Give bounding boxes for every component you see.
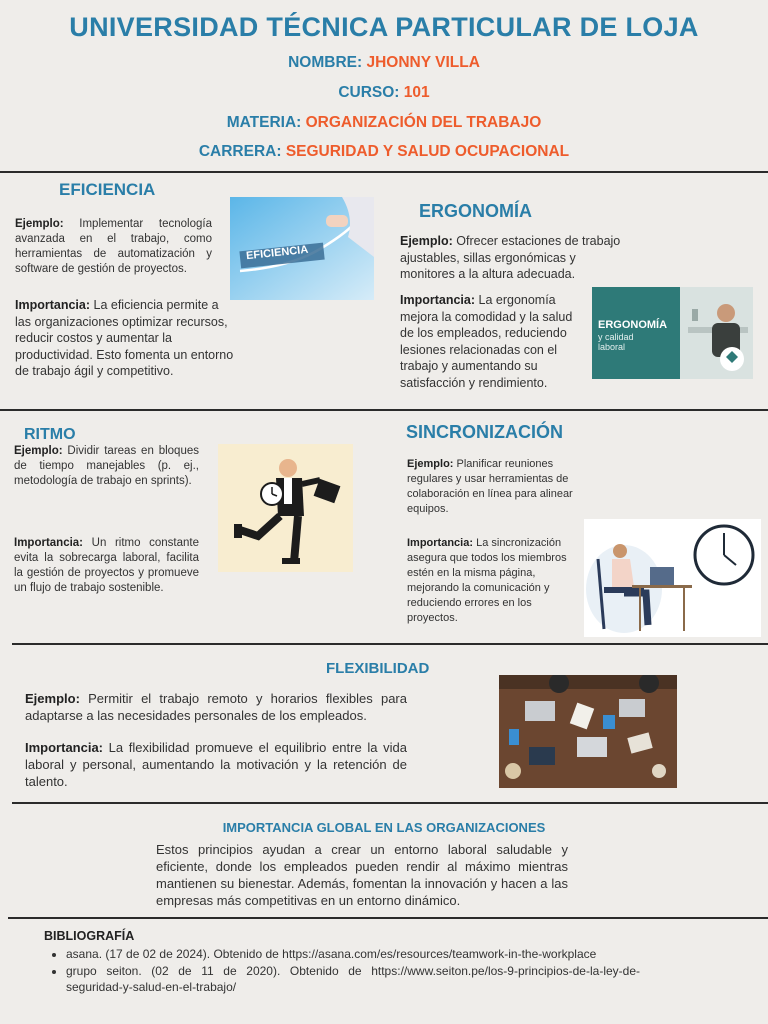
sincronizacion-example-text: Planificar reuniones regulares y usar herramientas de colaboración en línea para alinear equipos. bbox=[407, 458, 573, 515]
subject-value: ORGANIZACIÓN DEL TRABAJO bbox=[305, 114, 542, 131]
sincronizacion-importance bbox=[407, 536, 573, 626]
section-title-ergonomia: ERGONOMÍA bbox=[419, 201, 533, 221]
eficiencia-image-label: EFICIENCIA bbox=[245, 243, 309, 263]
importance-label: Importancia: bbox=[407, 537, 474, 549]
eficiencia-importance bbox=[15, 297, 237, 380]
bibliography bbox=[44, 928, 640, 996]
name-label: NOMBRE: bbox=[288, 54, 363, 71]
section-title-eficiencia: EFICIENCIA bbox=[59, 180, 156, 199]
divider bbox=[0, 171, 768, 173]
bibliography-title: BIBLIOGRAFÍA bbox=[44, 929, 135, 943]
flexibilidad-image bbox=[499, 675, 677, 788]
ritmo-importance-text: Un ritmo constante evita la sobrecarga laboral, facilita la gestión de proyectos y promueve un flujo de trabajo sostenible. bbox=[14, 537, 199, 594]
section-title-flexibilidad: FLEXIBILIDAD bbox=[326, 660, 430, 677]
course-value: 101 bbox=[403, 84, 430, 101]
eficiencia-example bbox=[15, 217, 212, 277]
ergonomia-image-title: ERGONOMÍA bbox=[598, 319, 668, 331]
career-row bbox=[0, 143, 768, 161]
ritmo-image bbox=[218, 444, 353, 572]
section-title-ritmo: RITMO bbox=[24, 426, 76, 443]
bibliography-item: • asana. (17 de 02 de 2024). Obtenido de https://asana.com/es/resources/teamwork-in-the-workplace bbox=[66, 946, 640, 962]
flexibilidad-example-text: Permitir el trabajo remoto y horarios flexibles para adaptarse a las necesidades personales de los empleados. bbox=[25, 691, 407, 723]
ergonomia-importance bbox=[400, 292, 588, 391]
eficiencia-image bbox=[230, 197, 374, 300]
section-title-global: IMPORTANCIA GLOBAL EN LAS ORGANIZACIONES bbox=[222, 820, 546, 835]
flexibilidad-importance bbox=[25, 739, 407, 790]
importance-label: Importancia: bbox=[25, 740, 104, 755]
divider bbox=[12, 643, 768, 645]
importance-label: Importancia: bbox=[14, 537, 84, 549]
ritmo-importance bbox=[14, 536, 199, 596]
course-row bbox=[0, 84, 768, 102]
importance-label: Importancia: bbox=[15, 298, 91, 312]
ergonomia-image-subtitle-2: laboral bbox=[598, 342, 626, 352]
example-label: Ejemplo: bbox=[400, 234, 453, 248]
example-label: Ejemplo: bbox=[407, 458, 454, 470]
divider bbox=[12, 802, 768, 804]
ritmo-example bbox=[14, 444, 199, 489]
sincronizacion-example bbox=[407, 457, 573, 517]
name-row bbox=[0, 54, 768, 72]
flexibilidad-importance-text: La flexibilidad promueve el equilibrio entre la vida laboral y personal, aumentando la motivación y la retención de talento. bbox=[25, 740, 407, 789]
bibliography-list bbox=[44, 946, 640, 995]
example-label: Ejemplo: bbox=[25, 691, 80, 706]
name-value: JHONNY VILLA bbox=[366, 54, 480, 71]
ergonomia-image-subtitle-1: y calidad bbox=[598, 332, 634, 342]
university-title: UNIVERSIDAD TÉCNICA PARTICULAR DE LOJA bbox=[69, 12, 699, 42]
eficiencia-importance-text: La eficiencia permite a las organizaciones optimizar recursos, reducir costos y aumentar la productividad. Esto fomenta un entorno de trabajo ágil y competitivo. bbox=[15, 298, 234, 378]
subject-label: MATERIA: bbox=[226, 114, 302, 131]
subject-row bbox=[0, 114, 768, 132]
example-label: Ejemplo: bbox=[14, 445, 63, 457]
career-label: CARRERA: bbox=[198, 143, 282, 160]
ergonomia-importance-text: La ergonomía mejora la comodidad y la salud de los empleados, reduciendo lesiones relacionadas con el trabajo y aumentando su satisfacción y rendimiento. bbox=[400, 293, 573, 390]
eficiencia-example-text: Implementar tecnología avanzada en el trabajo, como herramientas de automatización y software de gestión de proyectos. bbox=[15, 218, 212, 275]
section-title-sincronizacion: SINCRONIZACIÓN bbox=[406, 422, 563, 442]
sincronizacion-image bbox=[584, 519, 761, 637]
flexibilidad-example bbox=[25, 690, 407, 724]
global-text: Estos principios ayudan a crear un entorno laboral saludable y eficiente, donde los empleados pueden rendir al máximo mientras mantienen su bienestar. Además, fomentan la innovación y hacen a las empresas más competitivas en un entorno dinámico. bbox=[156, 842, 568, 908]
bibliography-item: • grupo seiton. (02 de 11 de 2020). Obtenido de https://www.seiton.pe/los-9-principios-de-la-ley-de-seguridad-y-salud-en-el-trabajo/ bbox=[66, 963, 640, 995]
ergonomia-example-text: Ofrecer estaciones de trabajo ajustables, sillas ergonómicas y monitores a la altura adecuada. bbox=[400, 234, 621, 281]
ritmo-example-text: Dividir tareas en bloques de tiempo manejables (p. ej., metodología de trabajo en sprints). bbox=[14, 445, 199, 487]
importance-label: Importancia: bbox=[400, 293, 476, 307]
sincronizacion-importance-text: La sincronización asegura que todos los miembros estén en la misma página, mejorando la comunicación y reduciendo errores en los proyectos. bbox=[407, 537, 567, 624]
divider bbox=[8, 917, 768, 919]
course-label: CURSO: bbox=[338, 84, 400, 101]
career-value: SEGURIDAD Y SALUD OCUPACIONAL bbox=[285, 143, 570, 160]
example-label: Ejemplo: bbox=[15, 218, 64, 230]
ergonomia-image bbox=[592, 287, 753, 379]
divider bbox=[0, 409, 768, 411]
ergonomia-example bbox=[400, 233, 622, 283]
